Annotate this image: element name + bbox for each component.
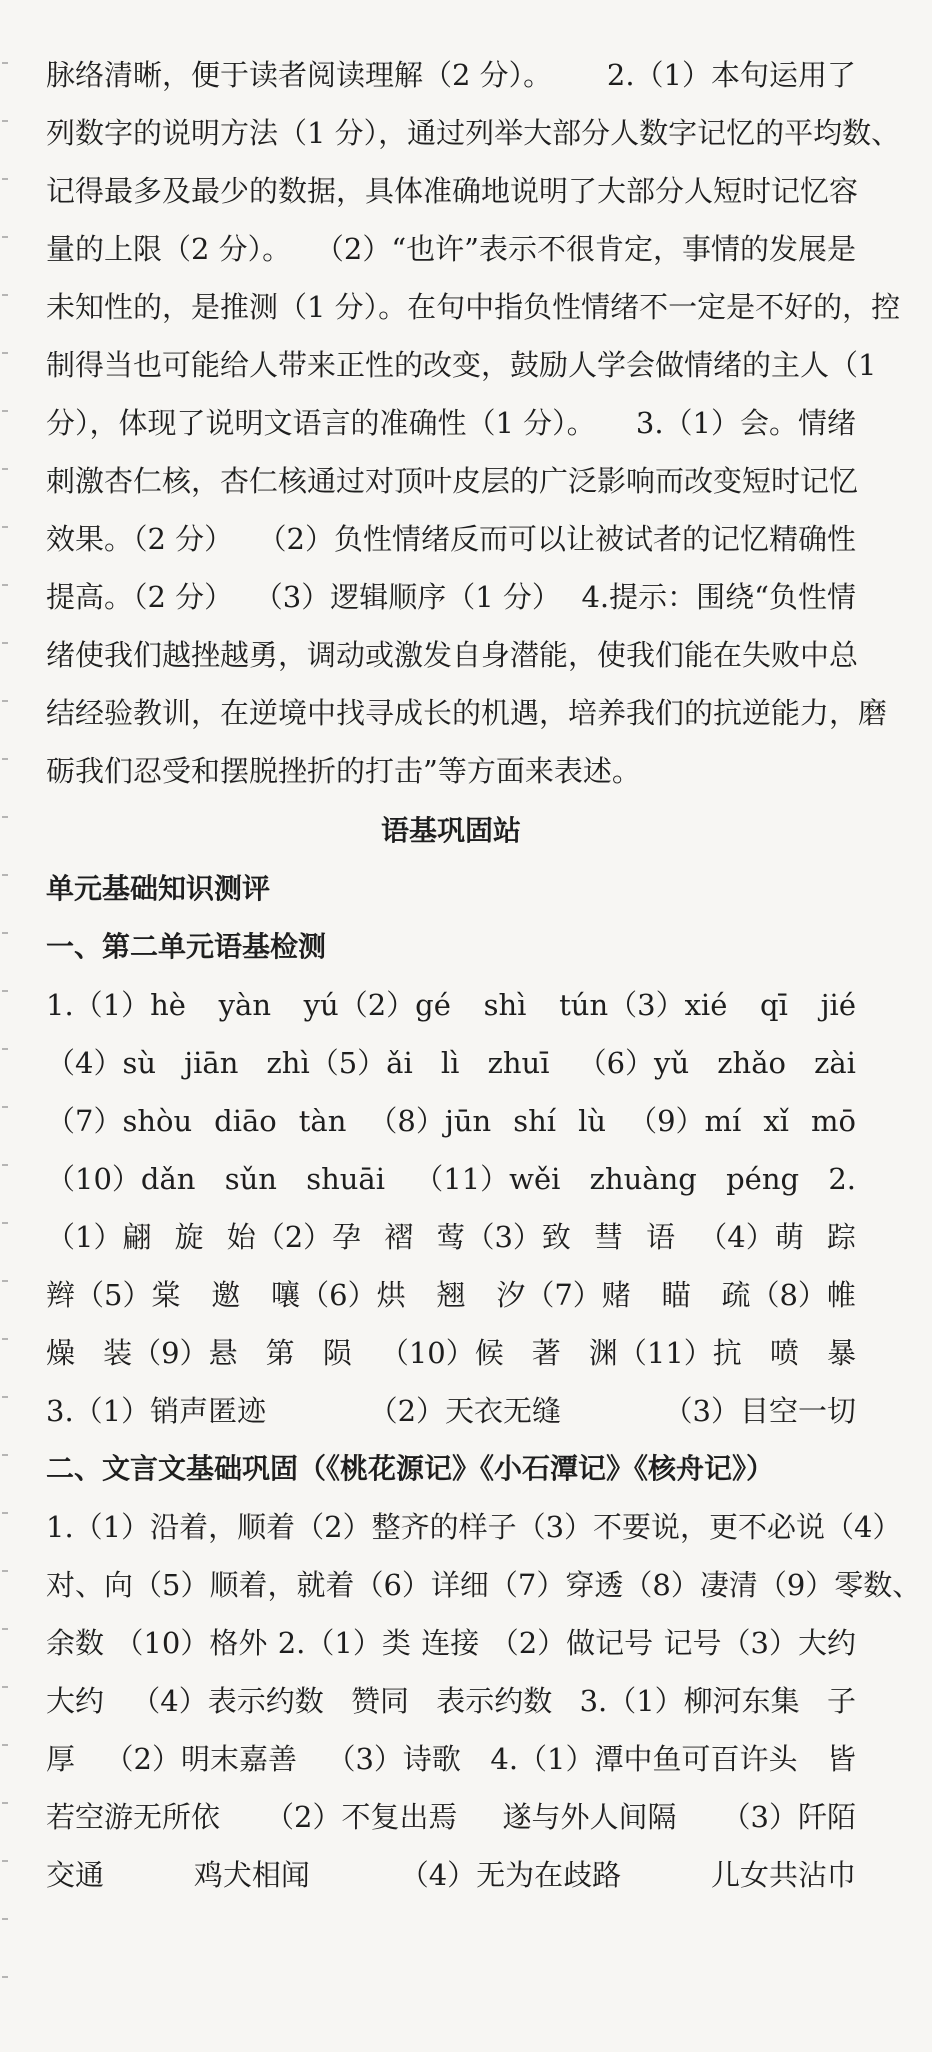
part2-segment: （2）整齐的样子 — [295, 1510, 517, 1544]
part1-segment: （3）目空一切 — [663, 1394, 856, 1428]
part2-segment: 大约 — [46, 1684, 105, 1718]
part2-line — [46, 1556, 922, 1614]
paragraph-segment: 绪使我们越挫越勇，调动或激发自身潜能，使我们能在失败中总 — [46, 638, 859, 672]
part1-segment: 彗 — [594, 1220, 624, 1254]
answer-key-content — [46, 46, 922, 1904]
part2-segment: 2.（1）类 — [277, 1626, 411, 1660]
part1-segment: zài — [814, 1046, 856, 1080]
binding-mark — [2, 1338, 8, 1340]
binding-mark — [2, 1860, 8, 1862]
part1-segment: zhuàng — [589, 1162, 697, 1196]
part2-line — [46, 1846, 856, 1904]
part1-line — [46, 1150, 856, 1208]
part1-segment: zhì（5）ǎi — [266, 1046, 413, 1080]
binding-mark — [2, 700, 8, 702]
part1-segment: yàn — [218, 988, 271, 1022]
paragraph-segment: 4.提示：围绕“负性情 — [581, 580, 856, 614]
part2-segment: （4）无为在歧路 — [399, 1858, 622, 1892]
part2-segment: 儿女共沾巾 — [710, 1858, 856, 1892]
binding-mark — [2, 816, 8, 818]
part1-segment: 2. — [828, 1162, 856, 1196]
binding-margin-marks — [0, 40, 12, 1960]
part2-segment: 4.（1）潭中鱼可百许头 — [490, 1742, 798, 1776]
part2-segment: （3）阡陌 — [721, 1800, 856, 1834]
part1-line — [46, 1208, 856, 1266]
part2-segment: 皆 — [826, 1742, 856, 1776]
binding-mark — [2, 352, 8, 354]
part2-segment: （10）格外 — [114, 1626, 268, 1660]
paragraph-segment: 记得最多及最少的数据，具体准确地说明了大部分人短时记忆容 — [46, 174, 859, 208]
part2-segment: 记号（3）大约 — [663, 1626, 856, 1660]
part2-line — [46, 1614, 856, 1672]
paragraph-line — [46, 220, 856, 278]
paragraph-segment: 量的上限（2 分）。 — [46, 232, 292, 266]
part1-segment: （10）候 — [379, 1336, 504, 1370]
paragraph-segment: 结经验教训，在逆境中找寻成长的机遇，培养我们的抗逆能力，磨 — [46, 696, 888, 730]
part1-title: 一、第二单元语基检测 — [46, 930, 327, 963]
paragraph-line — [46, 336, 877, 394]
paragraph-segment: （2）“也许”表示不很肯定，事情的发展是 — [314, 232, 856, 266]
part1-segment: tún（3）xié — [559, 988, 728, 1022]
binding-mark — [2, 1222, 8, 1224]
binding-mark — [2, 990, 8, 992]
part2-segment: （6）详细 — [354, 1568, 489, 1602]
part2-segment: 鸡犬相闻 — [193, 1858, 310, 1892]
part1-segment: zhuī — [487, 1046, 550, 1080]
paragraph-segment: 效果。（2 分） — [46, 522, 234, 556]
part1-segment: xǐ — [763, 1104, 789, 1138]
part1-segment: 渊（11）抗 — [588, 1336, 742, 1370]
part2-title: 二、文言文基础巩固（《桃花源记》《小石潭记》《核舟记》） — [46, 1452, 775, 1485]
part1-segment: （2）天衣无缝 — [368, 1394, 562, 1428]
binding-mark — [2, 874, 8, 876]
part1-segment: lì — [440, 1046, 460, 1080]
paragraph-line — [46, 452, 859, 510]
part1-line — [46, 1092, 856, 1150]
paragraph-segment: 制得当也可能给人带来正性的改变，鼓励人学会做情绪的主人（1 — [46, 348, 877, 382]
binding-mark — [2, 1570, 8, 1572]
binding-mark — [2, 758, 8, 760]
paragraph-line — [46, 394, 856, 452]
part1-segment: 燥 — [46, 1336, 76, 1370]
part1-segment: zhǎo — [717, 1046, 786, 1080]
part2-segment: 赞同 — [351, 1684, 410, 1718]
part1-segment: （1）翩 — [46, 1220, 152, 1254]
part1-segment: （9）mí — [628, 1104, 742, 1138]
binding-mark — [2, 1802, 8, 1804]
part2-segment: （4） — [825, 1510, 902, 1544]
binding-mark — [2, 1918, 8, 1920]
section-title: 语基巩固站 — [380, 814, 521, 847]
binding-mark — [2, 468, 8, 470]
part1-segment: 瞄 — [661, 1278, 691, 1312]
paragraph-line — [46, 104, 901, 162]
paragraph-segment: 砺我们忍受和摆脱挫折的打击”等方面来表述。 — [46, 754, 641, 788]
paragraph-line — [46, 278, 901, 336]
part2-segment: 对、向 — [46, 1568, 134, 1602]
binding-mark — [2, 584, 8, 586]
part1-segment: mō — [810, 1104, 856, 1138]
part1-segment: （10）dǎn — [46, 1162, 196, 1196]
part2-segment: 交通 — [46, 1858, 105, 1892]
part1-segment: shì — [483, 988, 527, 1022]
part2-segment: （7）穿透 — [488, 1568, 624, 1602]
paragraph-segment: 分），体现了说明文语言的准确性（1 分）。 — [46, 406, 596, 440]
part1-segment: 嚷（6）烘 — [271, 1278, 406, 1312]
subsection-title: 单元基础知识测评 — [46, 872, 271, 905]
binding-mark — [2, 1396, 8, 1398]
binding-mark — [2, 1280, 8, 1282]
paragraph-segment: 提高。（2 分） — [46, 580, 234, 614]
paragraph-line — [46, 162, 859, 220]
paragraph-segment: （3）逻辑顺序（1 分） — [253, 580, 561, 614]
paragraph-segment: （2）负性情绪反而可以让被试者的记忆精确性 — [257, 522, 856, 556]
part1-segment: 踪 — [826, 1220, 856, 1254]
part1-segment: 邀 — [211, 1278, 241, 1312]
paragraph-line — [46, 742, 856, 800]
binding-mark — [2, 1048, 8, 1050]
binding-mark — [2, 1454, 8, 1456]
binding-mark — [2, 294, 8, 296]
part2-line — [46, 1672, 856, 1730]
binding-mark — [2, 62, 8, 64]
part1-segment: （4）萌 — [698, 1220, 804, 1254]
part1-segment: 疏（8）帷 — [721, 1278, 856, 1312]
part1-line — [46, 1382, 856, 1440]
part2-segment: （3）不要说，更不必说 — [516, 1510, 826, 1544]
binding-mark — [2, 1628, 8, 1630]
part1-segment: 装（9）悬 — [103, 1336, 238, 1370]
paragraph-segment: 刺激杏仁核，杏仁核通过对顶叶皮层的广泛影响而改变短时记忆 — [46, 464, 859, 498]
part1-segment: （7）shòu — [46, 1104, 193, 1138]
paragraph-line — [46, 626, 859, 684]
paragraph-segment: 2.（1）本句运用了 — [606, 58, 856, 92]
part2-answers — [46, 1498, 922, 1904]
binding-mark — [2, 178, 8, 180]
part1-segment: jié — [820, 988, 856, 1022]
part1-segment: 第 — [265, 1336, 295, 1370]
part2-segment: 1.（1）沿着，顺着 — [46, 1510, 296, 1544]
binding-mark — [2, 236, 8, 238]
part2-segment: 遂与外人间隔 — [502, 1800, 677, 1834]
part1-line — [46, 976, 856, 1034]
part1-segment: 翘 — [436, 1278, 466, 1312]
part2-segment: （9）零数、 — [757, 1568, 922, 1602]
paragraph-segment: 3.（1）会。情绪 — [635, 406, 856, 440]
binding-mark — [2, 1976, 8, 1978]
part2-segment: 余数 — [46, 1626, 105, 1660]
part2-segment: 子 — [826, 1684, 856, 1718]
part2-segment: （2）不复出焉 — [265, 1800, 458, 1834]
part1-segment: yú（2）gé — [303, 988, 451, 1022]
part1-segment: 喷 — [769, 1336, 799, 1370]
paragraph-line — [46, 510, 856, 568]
part2-segment: （2）明末嘉善 — [104, 1742, 297, 1776]
part2-segment: （2）做记号 — [489, 1626, 654, 1660]
part1-segment: tàn — [298, 1104, 347, 1138]
part2-segment: 连接 — [421, 1626, 480, 1660]
part1-segment: （6）yǔ — [577, 1046, 690, 1080]
part1-segment: lù — [578, 1104, 607, 1138]
binding-mark — [2, 642, 8, 644]
binding-mark — [2, 120, 8, 122]
part1-segment: 莺（3）致 — [436, 1220, 571, 1254]
binding-mark — [2, 1106, 8, 1108]
part2-line — [46, 1788, 856, 1846]
part1-segment: 汐（7）赌 — [496, 1278, 631, 1312]
part2-segment: 厚 — [46, 1742, 76, 1776]
part1-answers — [46, 976, 856, 1440]
part1-line — [46, 1034, 856, 1092]
part1-segment: 陨 — [322, 1336, 352, 1370]
paragraph-line — [46, 46, 856, 104]
binding-mark — [2, 1512, 8, 1514]
binding-mark — [2, 1744, 8, 1746]
paragraph-segment: 脉络清晰，便于读者阅读理解（2 分）。 — [46, 58, 553, 92]
part1-segment: shuāi — [306, 1162, 385, 1196]
reading-answer-paragraph — [46, 46, 901, 800]
part1-segment: （8）jūn — [368, 1104, 492, 1138]
part2-line — [46, 1498, 902, 1556]
paragraph-segment: 未知性的，是推测（1 分）。在句中指负性情绪不一定是不好的，控 — [46, 290, 901, 324]
binding-mark — [2, 1164, 8, 1166]
part2-segment: （4）表示约数 — [131, 1684, 324, 1718]
part1-segment: 旋 — [174, 1220, 204, 1254]
part1-line — [46, 1266, 856, 1324]
part1-segment: 褶 — [384, 1220, 414, 1254]
part1-segment: péng — [726, 1162, 800, 1196]
part1-segment: 语 — [646, 1220, 676, 1254]
part1-segment: 暴 — [826, 1336, 856, 1370]
paragraph-line — [46, 684, 888, 742]
binding-mark — [2, 526, 8, 528]
part2-segment: 表示约数 — [436, 1684, 553, 1718]
binding-mark — [2, 1686, 8, 1688]
part2-segment: 若空游无所依 — [46, 1800, 221, 1834]
part1-segment: sǔn — [224, 1162, 277, 1196]
part2-segment: （3）诗歌 — [326, 1742, 461, 1776]
part1-segment: （4）sù — [46, 1046, 157, 1080]
part1-segment: shí — [513, 1104, 557, 1138]
binding-mark — [2, 932, 8, 934]
part1-segment: （11）wěi — [414, 1162, 561, 1196]
paragraph-line — [46, 568, 856, 626]
binding-mark — [2, 410, 8, 412]
part1-segment: 始（2）孕 — [226, 1220, 362, 1254]
part1-segment: jiān — [184, 1046, 239, 1080]
part1-line — [46, 1324, 856, 1382]
part1-segment: 1.（1）hè — [46, 988, 186, 1022]
part1-segment: 3.（1）销声匿迹 — [46, 1394, 267, 1428]
part2-segment: （5）顺着，就着 — [133, 1568, 355, 1602]
part1-segment: 辫（5）棠 — [46, 1278, 181, 1312]
part1-segment: qī — [760, 988, 788, 1022]
part1-segment: diāo — [214, 1104, 277, 1138]
paragraph-segment: 列数字的说明方法（1 分），通过列举大部分人数字记忆的平均数、 — [46, 116, 901, 150]
part2-segment: 3.（1）柳河东集 — [579, 1684, 800, 1718]
part2-line — [46, 1730, 856, 1788]
part1-segment: 著 — [531, 1336, 561, 1370]
part2-segment: （8）凄清 — [623, 1568, 758, 1602]
